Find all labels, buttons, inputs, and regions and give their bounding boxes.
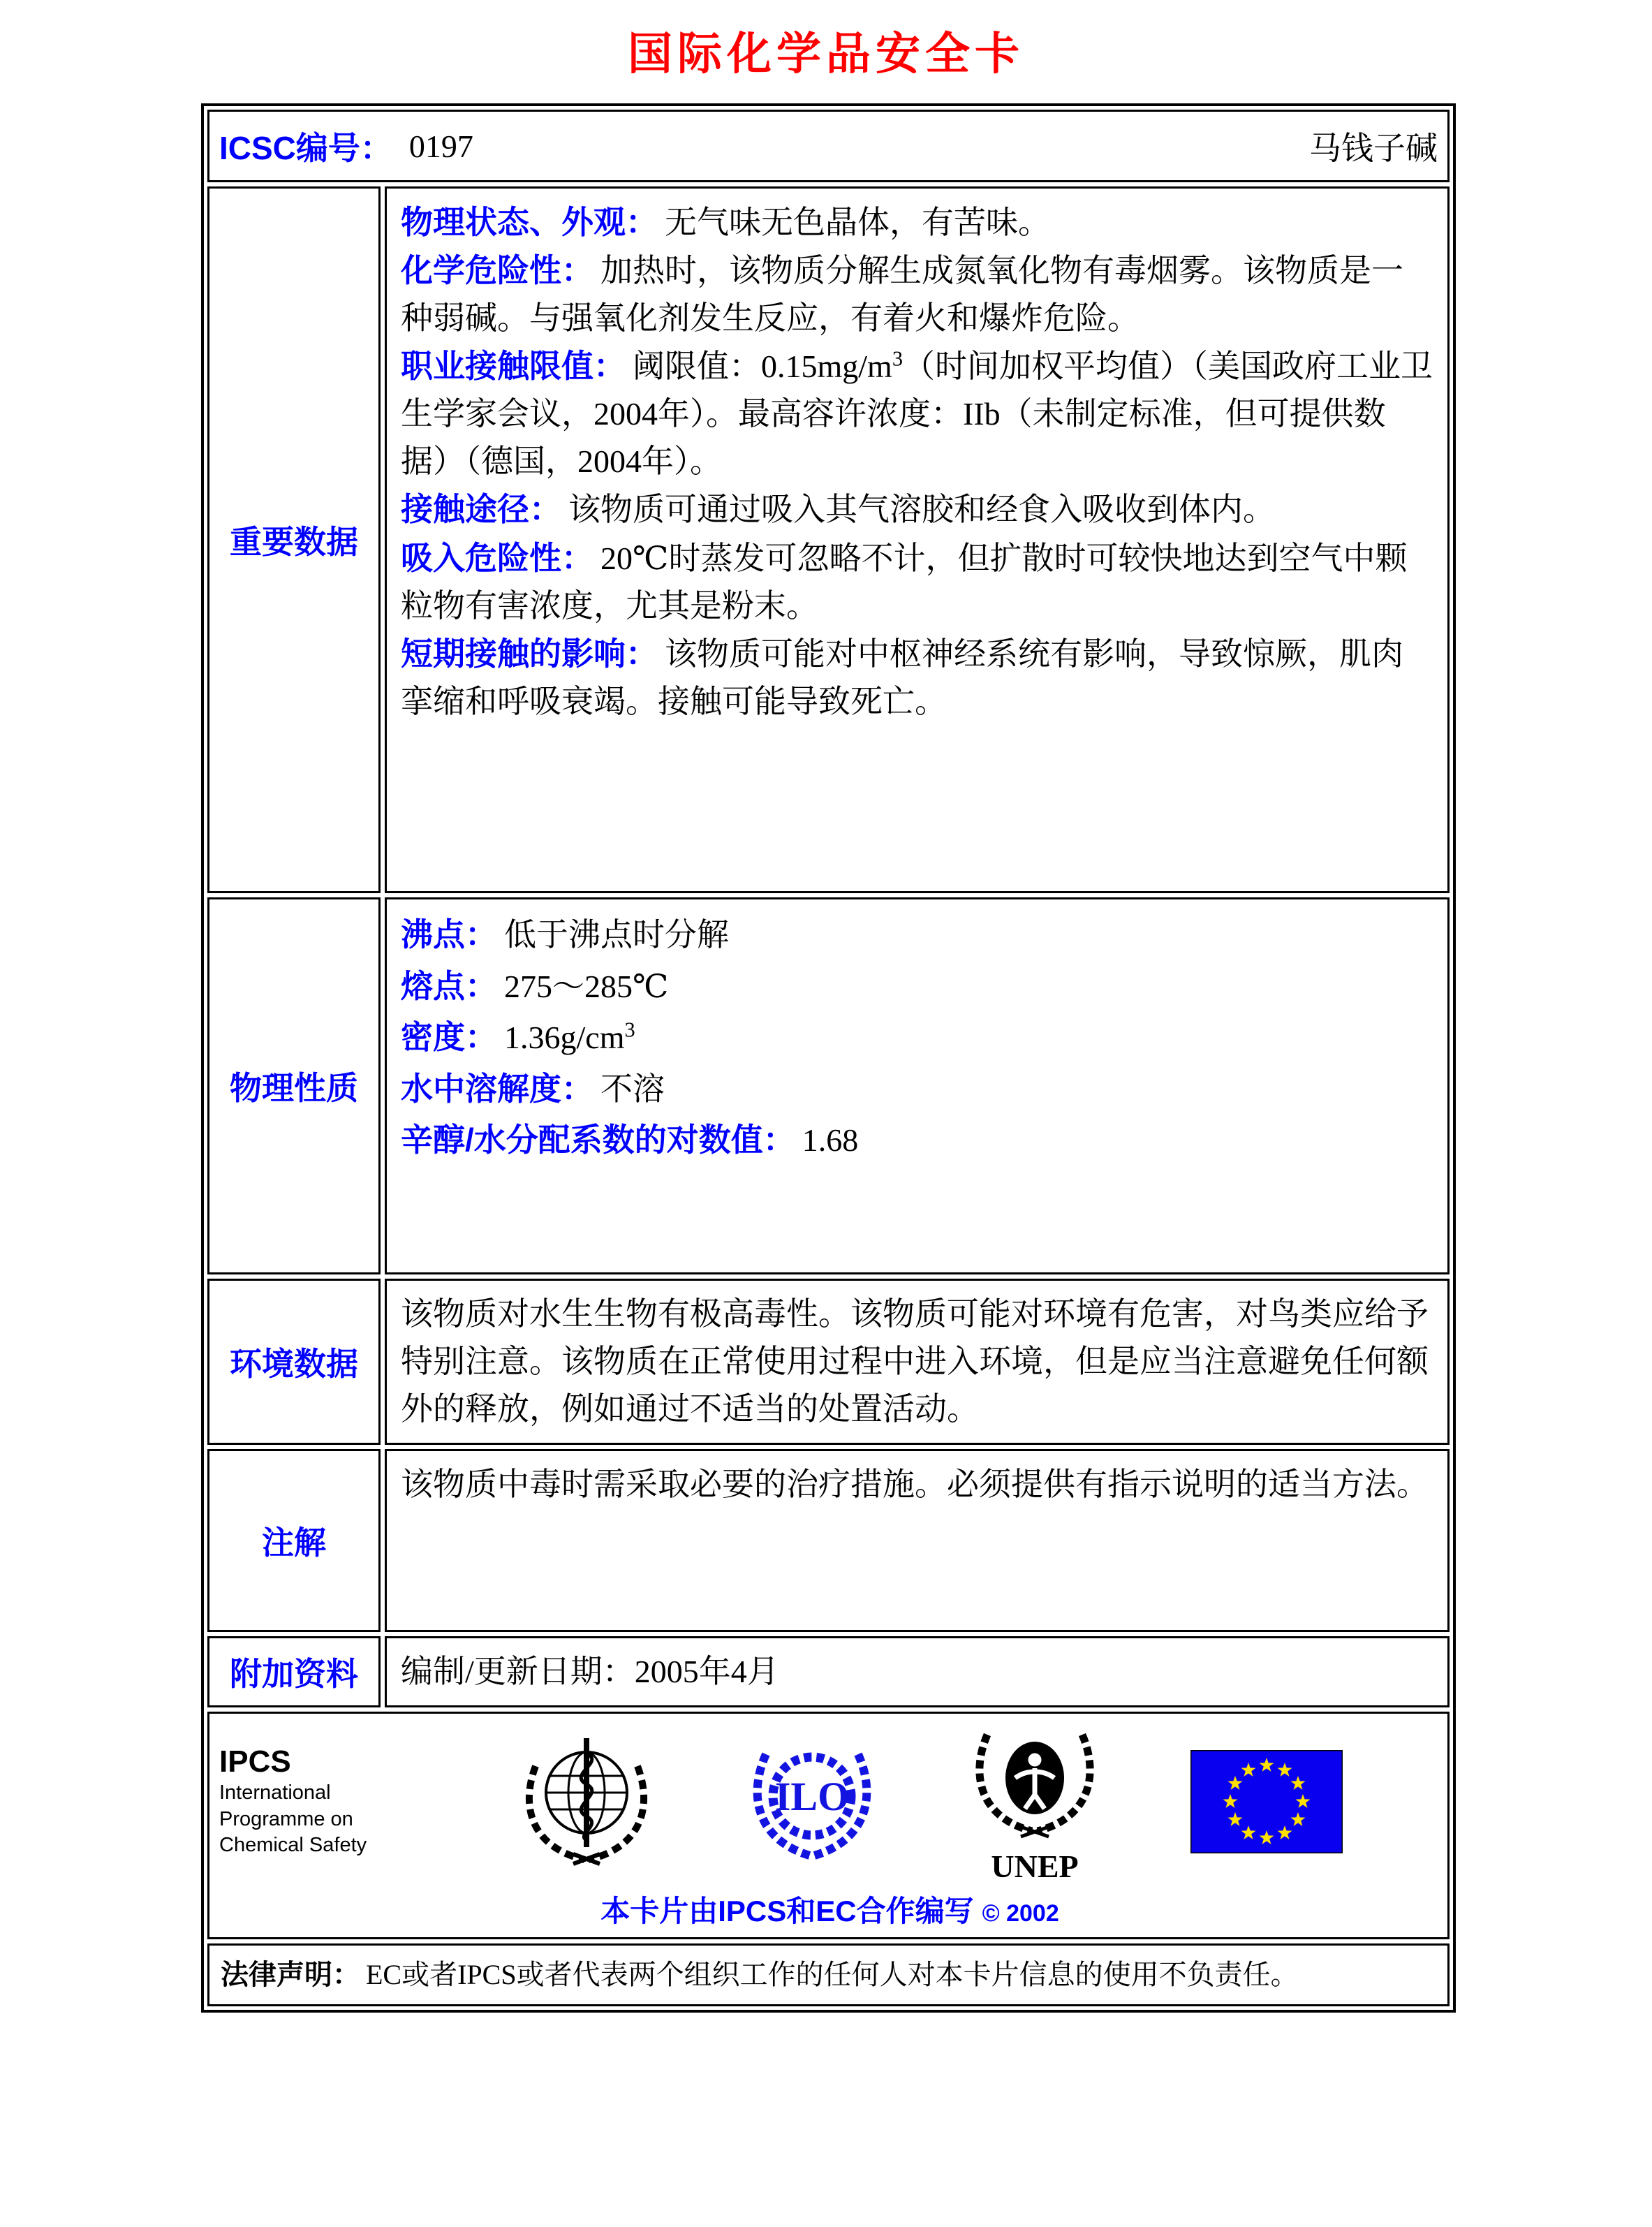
superscript: 3 [892,346,904,371]
property-boiling-point [401,909,1433,961]
ipcs-logo-text [219,1744,429,1859]
section-label-physical-properties: 物理性质 [207,897,381,1274]
physical-properties-content [385,897,1450,1274]
field-value: 该物质可能对中枢神经系统有影响，导致惊厥，肌肉挛缩和呼吸衰竭。接触可能导致死亡。 [401,635,1403,719]
unep-logo-icon [965,1719,1105,1884]
ipcs-title: IPCS [219,1744,291,1779]
section-label-environmental-data: 环境数据 [207,1279,381,1445]
section-label-notes: 注解 [207,1449,381,1632]
field-label: 吸入危险性： [401,539,593,576]
environmental-data-row [207,1279,1450,1445]
notes-row [207,1449,1450,1632]
field-value: 1.68 [802,1122,859,1159]
field-value: 275～285℃ [504,968,669,1004]
copyright-text: © 2002 [982,1900,1059,1927]
section-label-additional-info: 附加资料 [207,1636,381,1707]
notes-text: 该物质中毒时需采取必要的治疗措施。必须提供有指示说明的适当方法。 [401,1467,1429,1503]
update-date-text: 编制/更新日期：2005年4月 [401,1654,779,1690]
logo-band [219,1719,1440,1884]
footer-content [207,1712,1450,1939]
property-density [401,1012,1433,1064]
paragraph-physical-state [401,198,1433,247]
legal-label: 法律声明： [221,1960,360,1991]
field-value: 加热时，该物质分解生成氮氧化物有毒烟雾。该物质是一种弱碱。与强氧化剂发生反应，有着火和爆炸危险。 [401,253,1403,337]
field-value: 无气味无色晶体，有苦味。 [665,205,1050,240]
important-data-content [385,186,1450,893]
section-label-important-data: 重要数据 [207,186,381,893]
property-partition-coefficient [401,1115,1433,1166]
paragraph-chemical-danger [401,247,1433,342]
paragraph-occupational-limits [401,342,1433,485]
ipcs-subtitle-line: Programme on [219,1807,353,1830]
additional-info-content [385,1636,1450,1707]
field-label: 接触途径： [401,491,561,528]
card-caption [219,1888,1440,1930]
field-label: 短期接触的影响： [401,635,658,672]
superscript: 3 [624,1017,635,1042]
unep-label-text: UNEP [991,1849,1079,1885]
field-label: 化学危险性： [401,252,593,289]
field-value: 阈限值：0.15mg/m [633,348,892,385]
ipcs-subtitle-line: Chemical Safety [219,1834,367,1857]
field-value: 该物质可通过吸入其气溶胶和经食入吸收到体内。 [568,492,1275,528]
important-data-row [207,186,1450,893]
field-label: 辛醇/水分配系数的对数值： [401,1122,795,1159]
field-value: 低于沸点时分解 [504,917,729,953]
page-title: 国际化学品安全卡 [628,29,1024,79]
header-row [207,110,1450,182]
icsc-number-group [219,123,473,169]
paragraph-short-term-effects [401,630,1433,726]
ilo-label-text: ILO [774,1774,849,1820]
field-label: 物理状态、外观： [401,204,658,240]
who-logo-icon [515,1730,658,1874]
field-label: 职业接触限值： [401,348,626,385]
field-value: 1.36g/cm [504,1020,625,1056]
property-melting-point [401,961,1433,1013]
chemical-name: 马钱子碱 [1309,131,1438,166]
additional-info-row [207,1636,1450,1707]
field-label: 密度： [401,1019,497,1056]
ilo-logo-icon [745,1735,879,1869]
field-label: 沸点： [401,916,497,953]
paragraph-exposure-routes [401,485,1433,534]
field-label: 熔点： [401,967,497,1004]
paragraph-inhalation-risk [401,534,1433,630]
notes-content [385,1449,1450,1632]
caption-text: 本卡片由IPCS和EC合作编写 [600,1895,974,1928]
legal-text: EC或者IPCS或者代表两个组织工作的任何人对本卡片信息的使用不负责任。 [366,1959,1299,1991]
legal-row [207,1943,1450,2006]
icsc-card-table [201,103,1456,2013]
footer-row [207,1712,1450,1939]
field-label: 水中溶解度： [401,1070,593,1107]
eu-flag-icon [1190,1750,1343,1853]
field-value: 不溶 [600,1071,665,1107]
environmental-data-text: 该物质对水生生物有极高毒性。该物质可能对环境有危害，对鸟类应给予特别注意。该物质在正常使用过程中进入环境，但是应当注意避免任何额外的释放，例如通过不适当的处置活动。 [401,1296,1429,1427]
legal-content [207,1943,1450,2006]
icsc-number-value: 0197 [408,128,473,164]
environmental-data-content [385,1279,1450,1445]
ipcs-subtitle-line: International [219,1781,331,1805]
physical-properties-row [207,897,1450,1274]
field-value: （时间加权平均值）（美国政府工业卫生学家会议，2004年）。最高容许浓度：IIb（未制定标准，但可提供数据）（德国，2004年）。 [401,348,1433,480]
icsc-number-label: ICSC编号： [219,130,392,166]
field-value: 20℃时蒸发可忽略不计，但扩散时可较快地达到空气中颗粒物有害浓度，尤其是粉末。 [401,540,1408,624]
property-water-solubility [401,1064,1433,1115]
